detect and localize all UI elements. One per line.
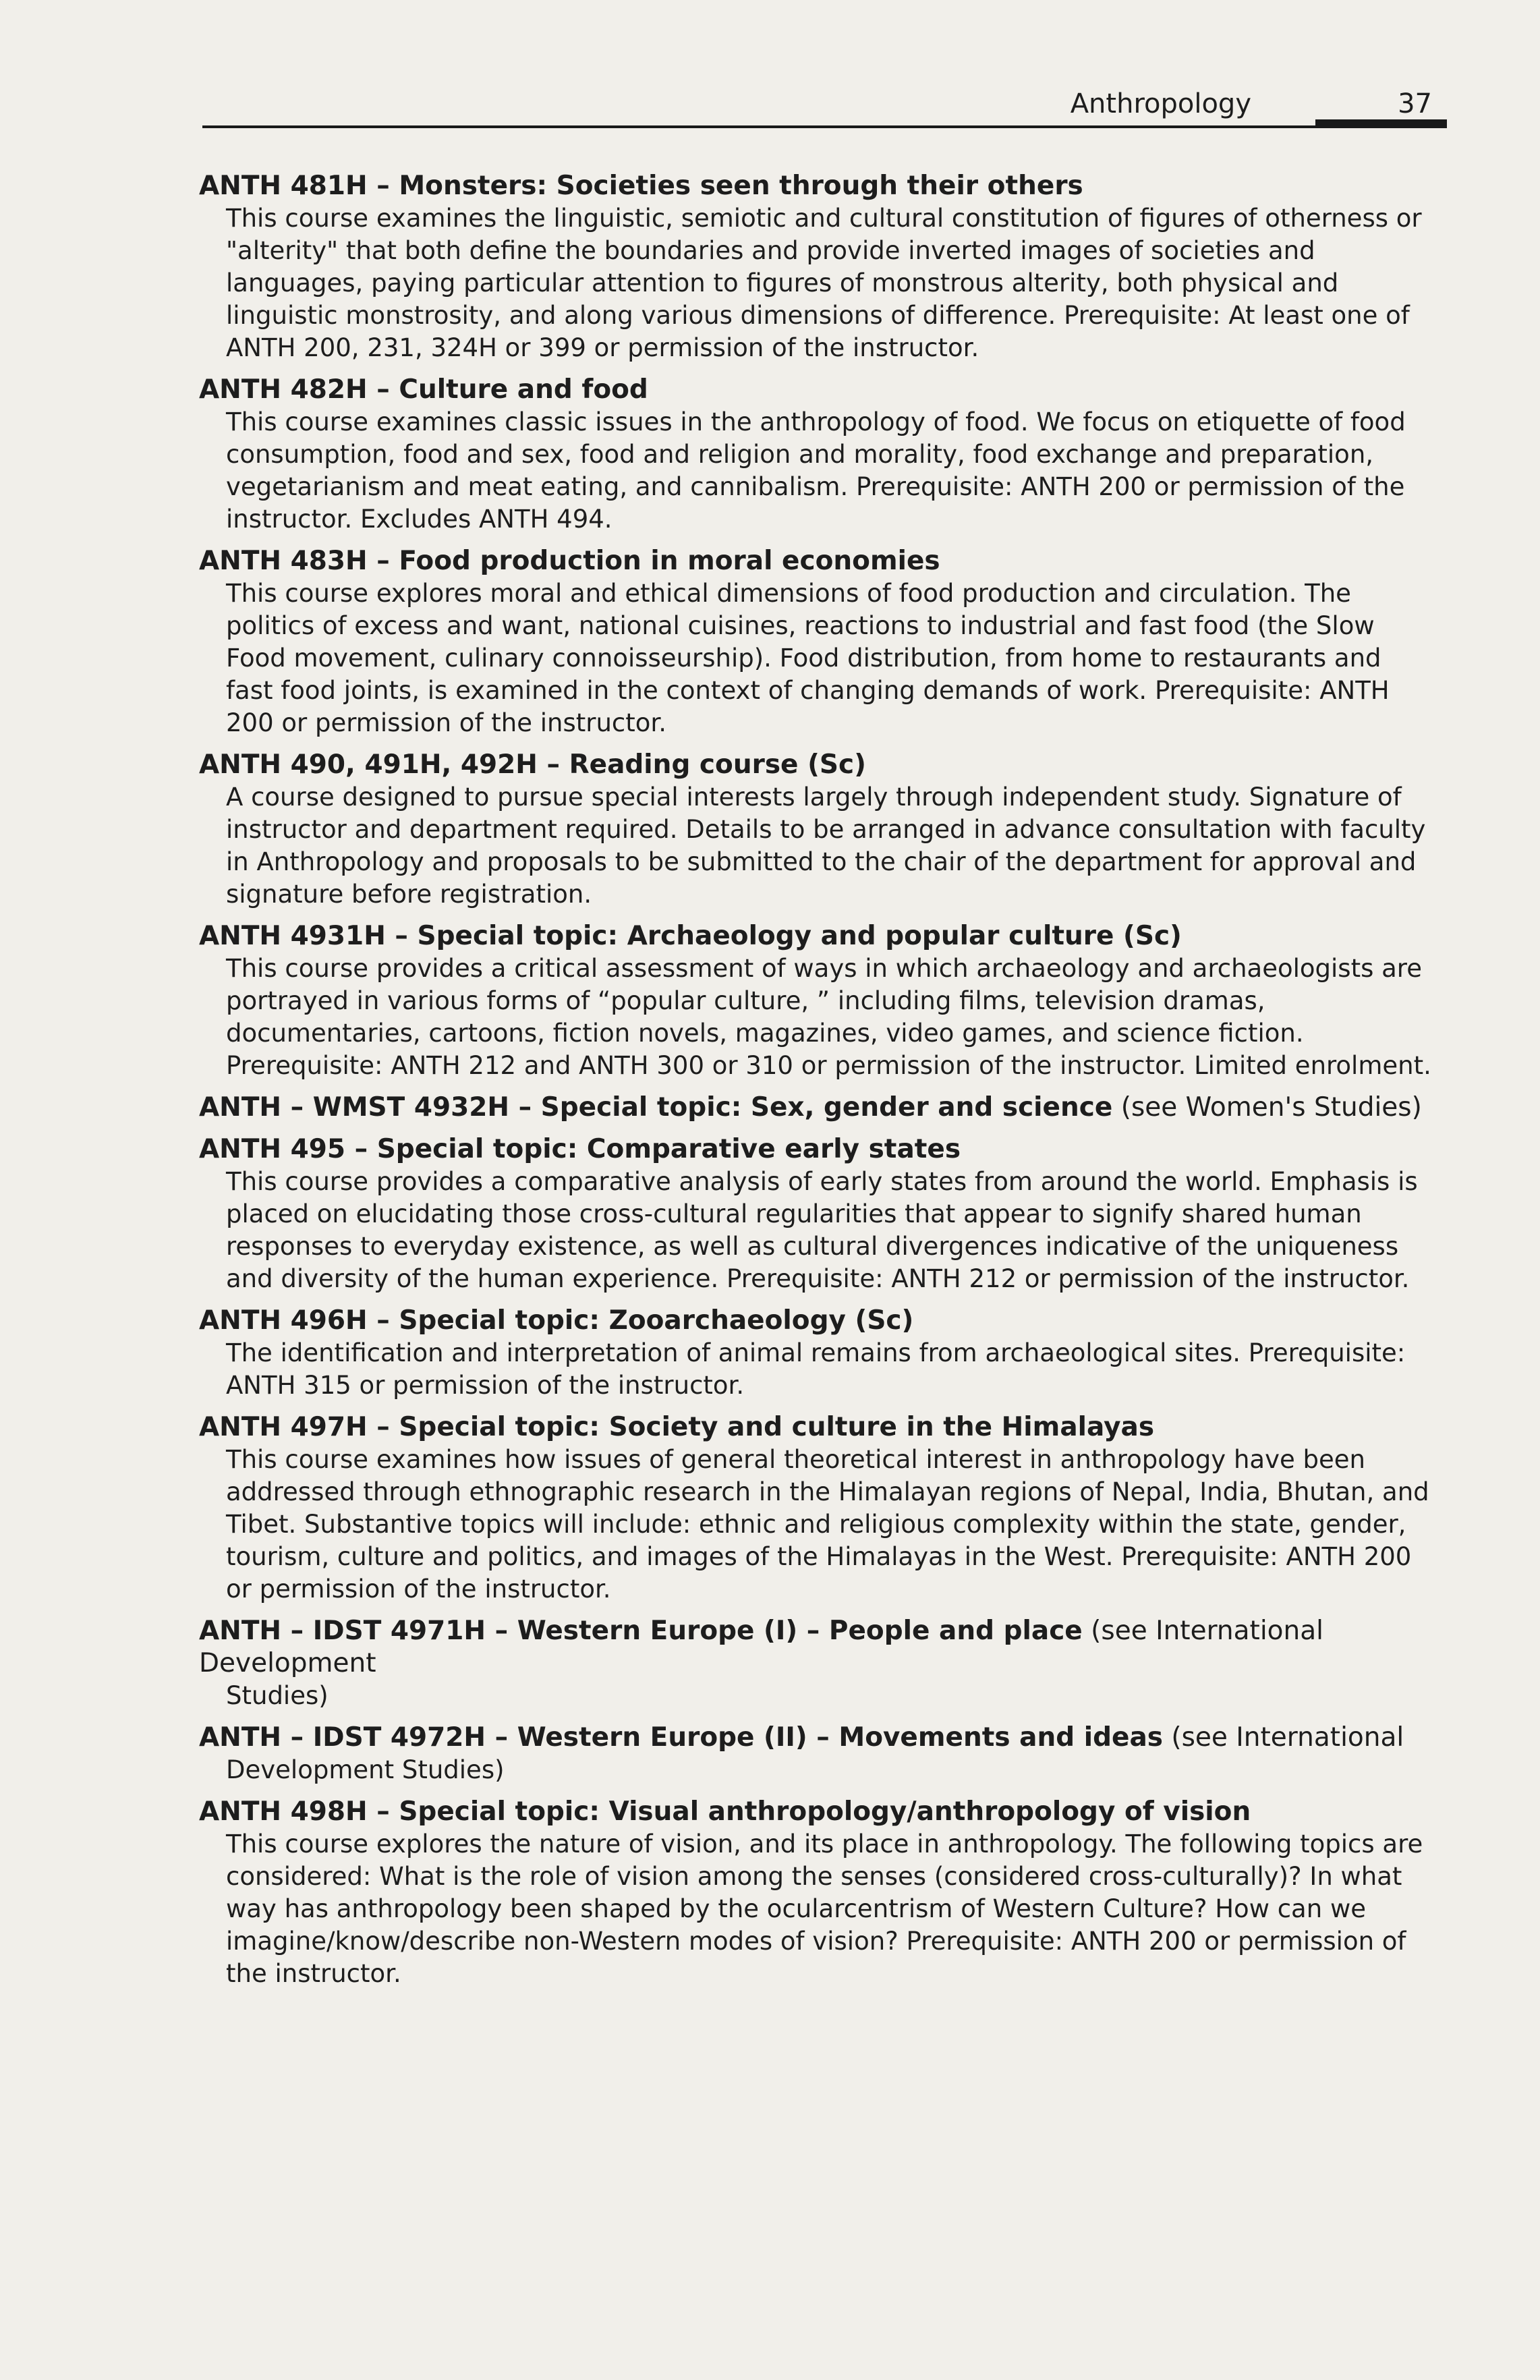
course-title: ANTH 490, 491H, 492H – Reading course (Sc): [199, 749, 866, 780]
see-reference: (see International Development: [199, 1616, 1323, 1678]
course-entry: [199, 545, 1433, 739]
course-entry: [199, 1133, 1433, 1295]
course-description: This course examines classic issues in the anthropology of food. We focus on etiquette of food consumption, food and sex, food and religion and morality, food exchange and preparation, vegetarianism and meat eating, and cannibalism. Prerequisite: ANTH 200 or permission of the instructor. Excludes ANTH 494.: [226, 407, 1406, 534]
course-entry: [199, 749, 1433, 911]
course-title: ANTH – WMST 4932H – Special topic: Sex, gender and science: [199, 1092, 1113, 1123]
course-title: ANTH 496H – Special topic: Zooarchaeology (Sc): [199, 1305, 914, 1336]
course-title: ANTH 495 – Special topic: Comparative early states: [199, 1134, 961, 1164]
course-title-line: [199, 1092, 1433, 1124]
course-entry: [199, 1305, 1433, 1402]
course-title-line: [199, 1722, 1433, 1754]
course-title: ANTH – IDST 4972H – Western Europe (II) – Movements and ideas: [199, 1722, 1163, 1753]
course-title-line: [199, 1615, 1433, 1680]
course-title: ANTH 497H – Special topic: Society and culture in the Himalayas: [199, 1412, 1155, 1442]
course-entry: [199, 1796, 1433, 1990]
course-description: This course examines the linguistic, semiotic and cultural constitution of figures of otherness or "alterity" that both define the boundaries and provide inverted images of societies and languages, paying particular attention to figures of monstrous alterity, both physical and linguistic monstrosity, and along various dimensions of difference. Prerequisite: At least one of ANTH 200, 231, 324H or 399 or permission of the instructor.: [226, 204, 1422, 362]
course-entry: [199, 170, 1433, 364]
see-reference-continued: Development Studies): [226, 1755, 505, 1784]
course-description: A course designed to pursue special interests largely through independent study. Signature of instructor and department required. Details to be arranged in advance consultation with faculty in Anthropology and proposals to be submitted to the chair of the department for approval and signature before registration.: [226, 783, 1426, 909]
course-description: This course explores moral and ethical dimensions of food production and circulation. The politics of excess and want, national cuisines, reactions to industrial and fast food (the Slow Food movement, culinary connoisseurship). Food distribution, from home to restaurants and fast food joints, is examined in the context of changing demands of work. Prerequisite: ANTH 200 or permission of the instructor.: [226, 579, 1390, 737]
course-entry: [199, 1092, 1433, 1124]
course-entry: [199, 1615, 1433, 1712]
course-list: [199, 170, 1433, 2000]
course-entry: [199, 374, 1433, 536]
course-title: ANTH 498H – Special topic: Visual anthropology/anthropology of vision: [199, 1796, 1251, 1827]
course-title: ANTH 481H – Monsters: Societies seen through their others: [199, 171, 1083, 201]
header-tab-bar: [1315, 119, 1447, 128]
see-reference: (see Women's Studies): [1112, 1092, 1422, 1123]
course-title: ANTH 482H – Culture and food: [199, 374, 648, 405]
running-head: Anthropology: [1070, 88, 1251, 119]
course-description: This course provides a critical assessment of ways in which archaeology and archaeologists are portrayed in various forms of “popular culture, ” including films, television dramas, documentaries, cartoons, fiction novels, magazines, video games, and science fiction. Prerequisite: ANTH 212 and ANTH 300 or 310 or permission of the instructor. Limited enrolment.: [226, 954, 1431, 1080]
course-description: This course explores the nature of vision, and its place in anthropology. The following topics are considered: What is the role of vision among the senses (considered cross-culturally)? In what way has anthropology been shaped by the ocularcentrism of Western Culture? How can we imagine/know/describe non-Western modes of vision? Prerequisite: ANTH 200 or permission of the instructor.: [226, 1830, 1423, 1988]
course-entry: [199, 1722, 1433, 1786]
course-entry: [199, 920, 1433, 1082]
see-reference-continued: Studies): [226, 1681, 329, 1710]
course-title: ANTH 483H – Food production in moral economies: [199, 546, 940, 576]
course-title: ANTH 4931H – Special topic: Archaeology and popular culture (Sc): [199, 921, 1182, 951]
page-number: 37: [1398, 88, 1432, 119]
header-rule: [202, 125, 1447, 128]
course-description: This course provides a comparative analysis of early states from around the world. Emphasis is placed on elucidating those cross-cultural regularities that appear to signify shared human responses to everyday existence, as well as cultural divergences indicative of the uniqueness and diversity of the human experience. Prerequisite: ANTH 212 or permission of the instructor.: [226, 1167, 1418, 1293]
course-title: ANTH – IDST 4971H – Western Europe (I) – People and place: [199, 1616, 1083, 1646]
page-header: [202, 86, 1447, 128]
course-description: This course examines how issues of general theoretical interest in anthropology have been addressed through ethnographic research in the Himalayan regions of Nepal, India, Bhutan, and Tibet. Substantive topics will include: ethnic and religious complexity within the state, gender, tourism, culture and politics, and images of the Himalayas in the West. Prerequisite: ANTH 200 or permission of the instructor.: [226, 1445, 1429, 1604]
course-entry: [199, 1411, 1433, 1606]
course-description: The identification and interpretation of animal remains from archaeological sites. Prerequisite: ANTH 315 or permission of the instructor.: [226, 1338, 1406, 1400]
see-reference: (see International: [1162, 1722, 1404, 1753]
